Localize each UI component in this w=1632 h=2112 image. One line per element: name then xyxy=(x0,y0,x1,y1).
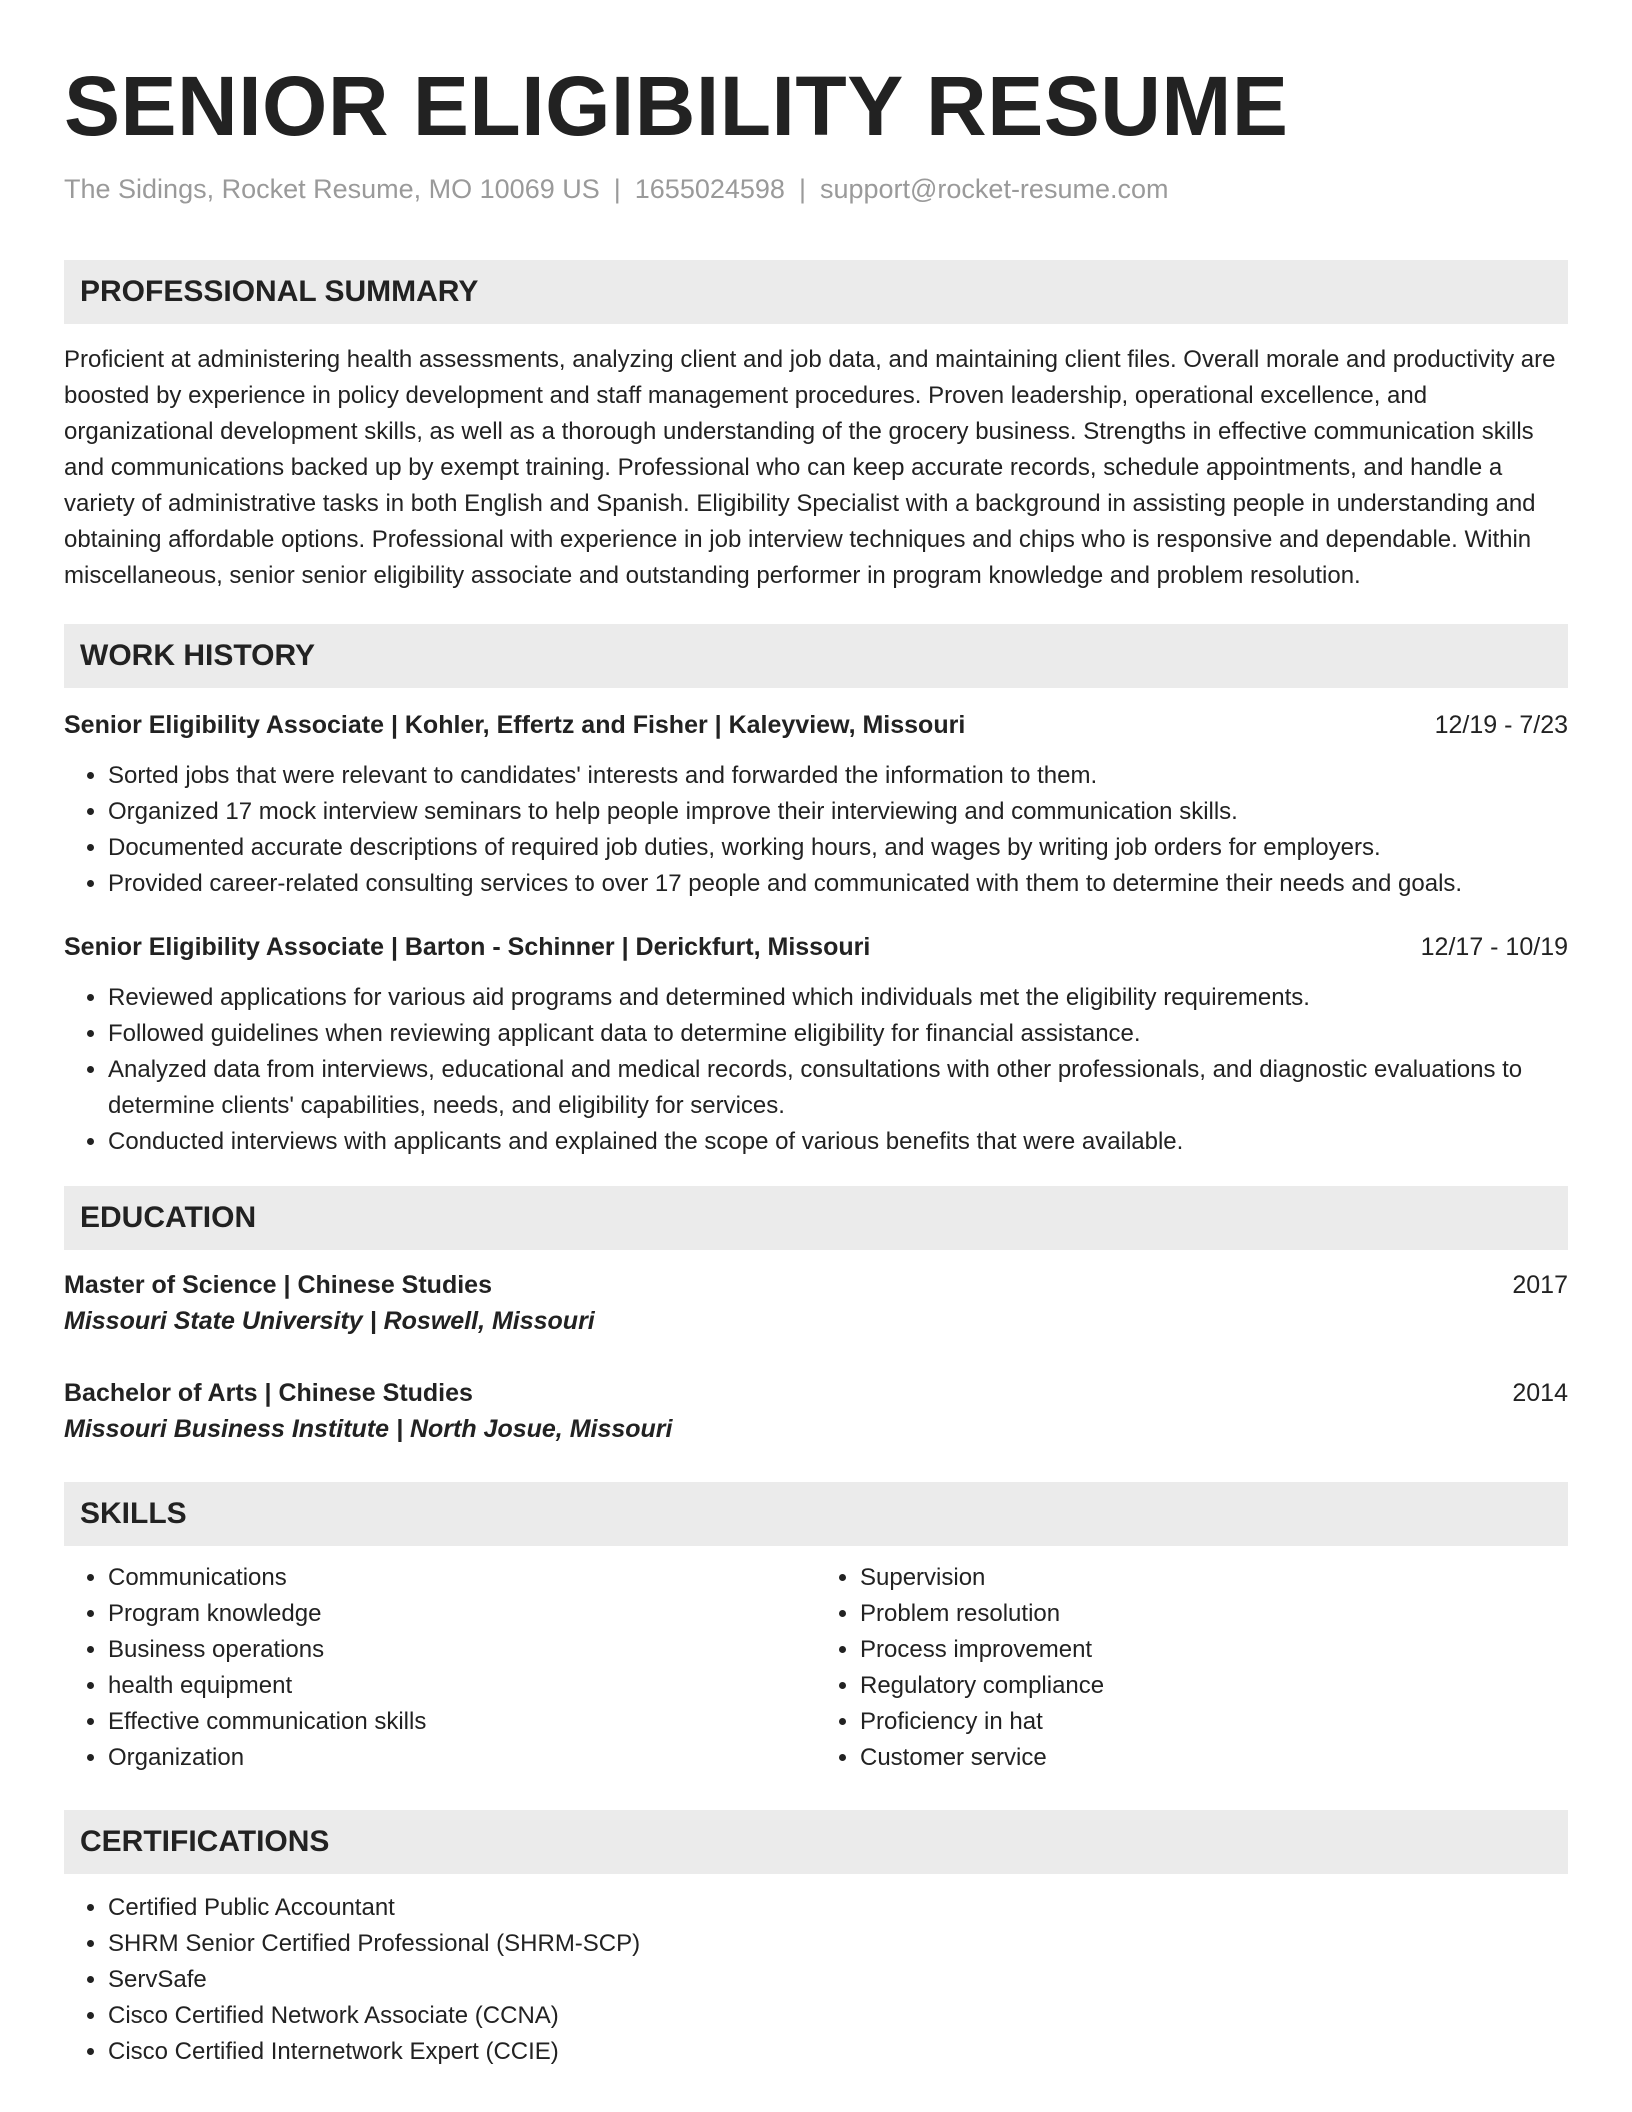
section-heading-skills: SKILLS xyxy=(64,1482,1568,1546)
skill-item: • Effective communication skills xyxy=(108,1704,816,1740)
certification-item: • Cisco Certified Network Associate (CCNA) xyxy=(108,1998,1568,2034)
skill-item: • Organization xyxy=(108,1740,816,1776)
section-heading-work-history: WORK HISTORY xyxy=(64,624,1568,688)
section-heading-summary: PROFESSIONAL SUMMARY xyxy=(64,260,1568,324)
resume-title: SENIOR ELIGIBILITY RESUME xyxy=(64,59,1289,153)
skill-item: • Business operations xyxy=(108,1632,816,1668)
job-duties-list xyxy=(64,980,1568,1160)
contact-separator: | xyxy=(798,174,806,204)
education-entry xyxy=(64,1268,1568,1340)
job-duty: • Organized 17 mock interview seminars to help people improve their interviewing and communication skills. xyxy=(108,794,1568,830)
skills-list-left xyxy=(64,1560,816,1776)
job-title: Senior Eligibility Associate | Barton - Schinner | Derickfurt, Missouri xyxy=(64,933,871,961)
graduation-year: 2014 xyxy=(1512,1379,1568,1407)
resume-page xyxy=(64,0,1568,2070)
degree: Master of Science | Chinese Studies xyxy=(64,1271,492,1299)
certification-item: • Cisco Certified Internetwork Expert (CCIE) xyxy=(108,2034,1568,2070)
skills-columns xyxy=(64,1560,1568,1776)
job-header xyxy=(64,930,1568,964)
skill-item: • Communications xyxy=(108,1560,816,1596)
job-duty: • Sorted jobs that were relevant to candidates' interests and forwarded the information to them. xyxy=(108,758,1568,794)
job-duty: • Documented accurate descriptions of required job duties, working hours, and wages by writing job orders for employers. xyxy=(108,830,1568,866)
certification-item: • Certified Public Accountant xyxy=(108,1890,1568,1926)
contact-address: The Sidings, Rocket Resume, MO 10069 US xyxy=(64,174,600,204)
job-duty: • Provided career-related consulting services to over 17 people and communicated with them to determine their needs and goals. xyxy=(108,866,1568,902)
section-heading-education: EDUCATION xyxy=(64,1186,1568,1250)
job-dates: 12/17 - 10/19 xyxy=(1420,933,1568,961)
section-heading-certifications: CERTIFICATIONS xyxy=(64,1810,1568,1874)
degree: Bachelor of Arts | Chinese Studies xyxy=(64,1379,473,1407)
job-duty: • Followed guidelines when reviewing applicant data to determine eligibility for financial assistance. xyxy=(108,1016,1568,1052)
skill-item: • health equipment xyxy=(108,1668,816,1704)
education-entry xyxy=(64,1376,1568,1448)
certifications-list xyxy=(64,1890,1568,2070)
skill-item: • Regulatory compliance xyxy=(860,1668,1568,1704)
certification-item: • SHRM Senior Certified Professional (SHRM-SCP) xyxy=(108,1926,1568,1962)
graduation-year: 2017 xyxy=(1512,1271,1568,1299)
job-entry xyxy=(64,708,1568,902)
job-entry xyxy=(64,930,1568,1160)
job-duty: • Reviewed applications for various aid programs and determined which individuals met the eligibility requirements. xyxy=(108,980,1568,1016)
job-duties-list xyxy=(64,758,1568,902)
job-duty: • Analyzed data from interviews, educational and medical records, consultations with other professionals, and diagnostic evaluations to determine clients' capabilities, needs, and eligibility for services. xyxy=(108,1052,1568,1124)
job-duty: • Conducted interviews with applicants and explained the scope of various benefits that were available. xyxy=(108,1124,1568,1160)
school-name: Missouri Business Institute | North Josue, Missouri xyxy=(64,1415,673,1443)
job-title: Senior Eligibility Associate | Kohler, Effertz and Fisher | Kaleyview, Missouri xyxy=(64,711,966,739)
contact-separator: | xyxy=(613,174,621,204)
summary-text: Proficient at administering health assessments, analyzing client and job data, and maintaining client files. Overall morale and productivity are boosted by experience in policy development and staff management procedures. Proven leadership, operational excellence, and organizational development skills, as well as a thorough understanding of the grocery business. Strengths in effective communication skills and communications backed up by exempt training. Professional who can keep accurate records, schedule appointments, and handle a variety of administrative tasks in both English and Spanish. Eligibility Specialist with a background in assisting people in understanding and obtaining affordable options. Professional with experience in job interview techniques and chips who is responsive and dependable. Within miscellaneous, senior senior eligibility associate and outstanding performer in program knowledge and problem resolution. xyxy=(64,346,1556,589)
skill-item: • Supervision xyxy=(860,1560,1568,1596)
education-header xyxy=(64,1376,1568,1410)
certification-item: • ServSafe xyxy=(108,1962,1568,1998)
contact-email: support@rocket-resume.com xyxy=(819,174,1169,204)
contact-phone: 1655024598 xyxy=(634,174,785,204)
skill-item: • Problem resolution xyxy=(860,1596,1568,1632)
school-name: Missouri State University | Roswell, Missouri xyxy=(64,1307,595,1335)
skills-list-right xyxy=(816,1560,1568,1776)
skill-item: • Proficiency in hat xyxy=(860,1704,1568,1740)
contact-line xyxy=(64,172,1568,206)
skill-item: • Program knowledge xyxy=(108,1596,816,1632)
job-dates: 12/19 - 7/23 xyxy=(1434,711,1568,739)
job-header xyxy=(64,708,1568,742)
skill-item: • Customer service xyxy=(860,1740,1568,1776)
education-header xyxy=(64,1268,1568,1302)
skill-item: • Process improvement xyxy=(860,1632,1568,1668)
